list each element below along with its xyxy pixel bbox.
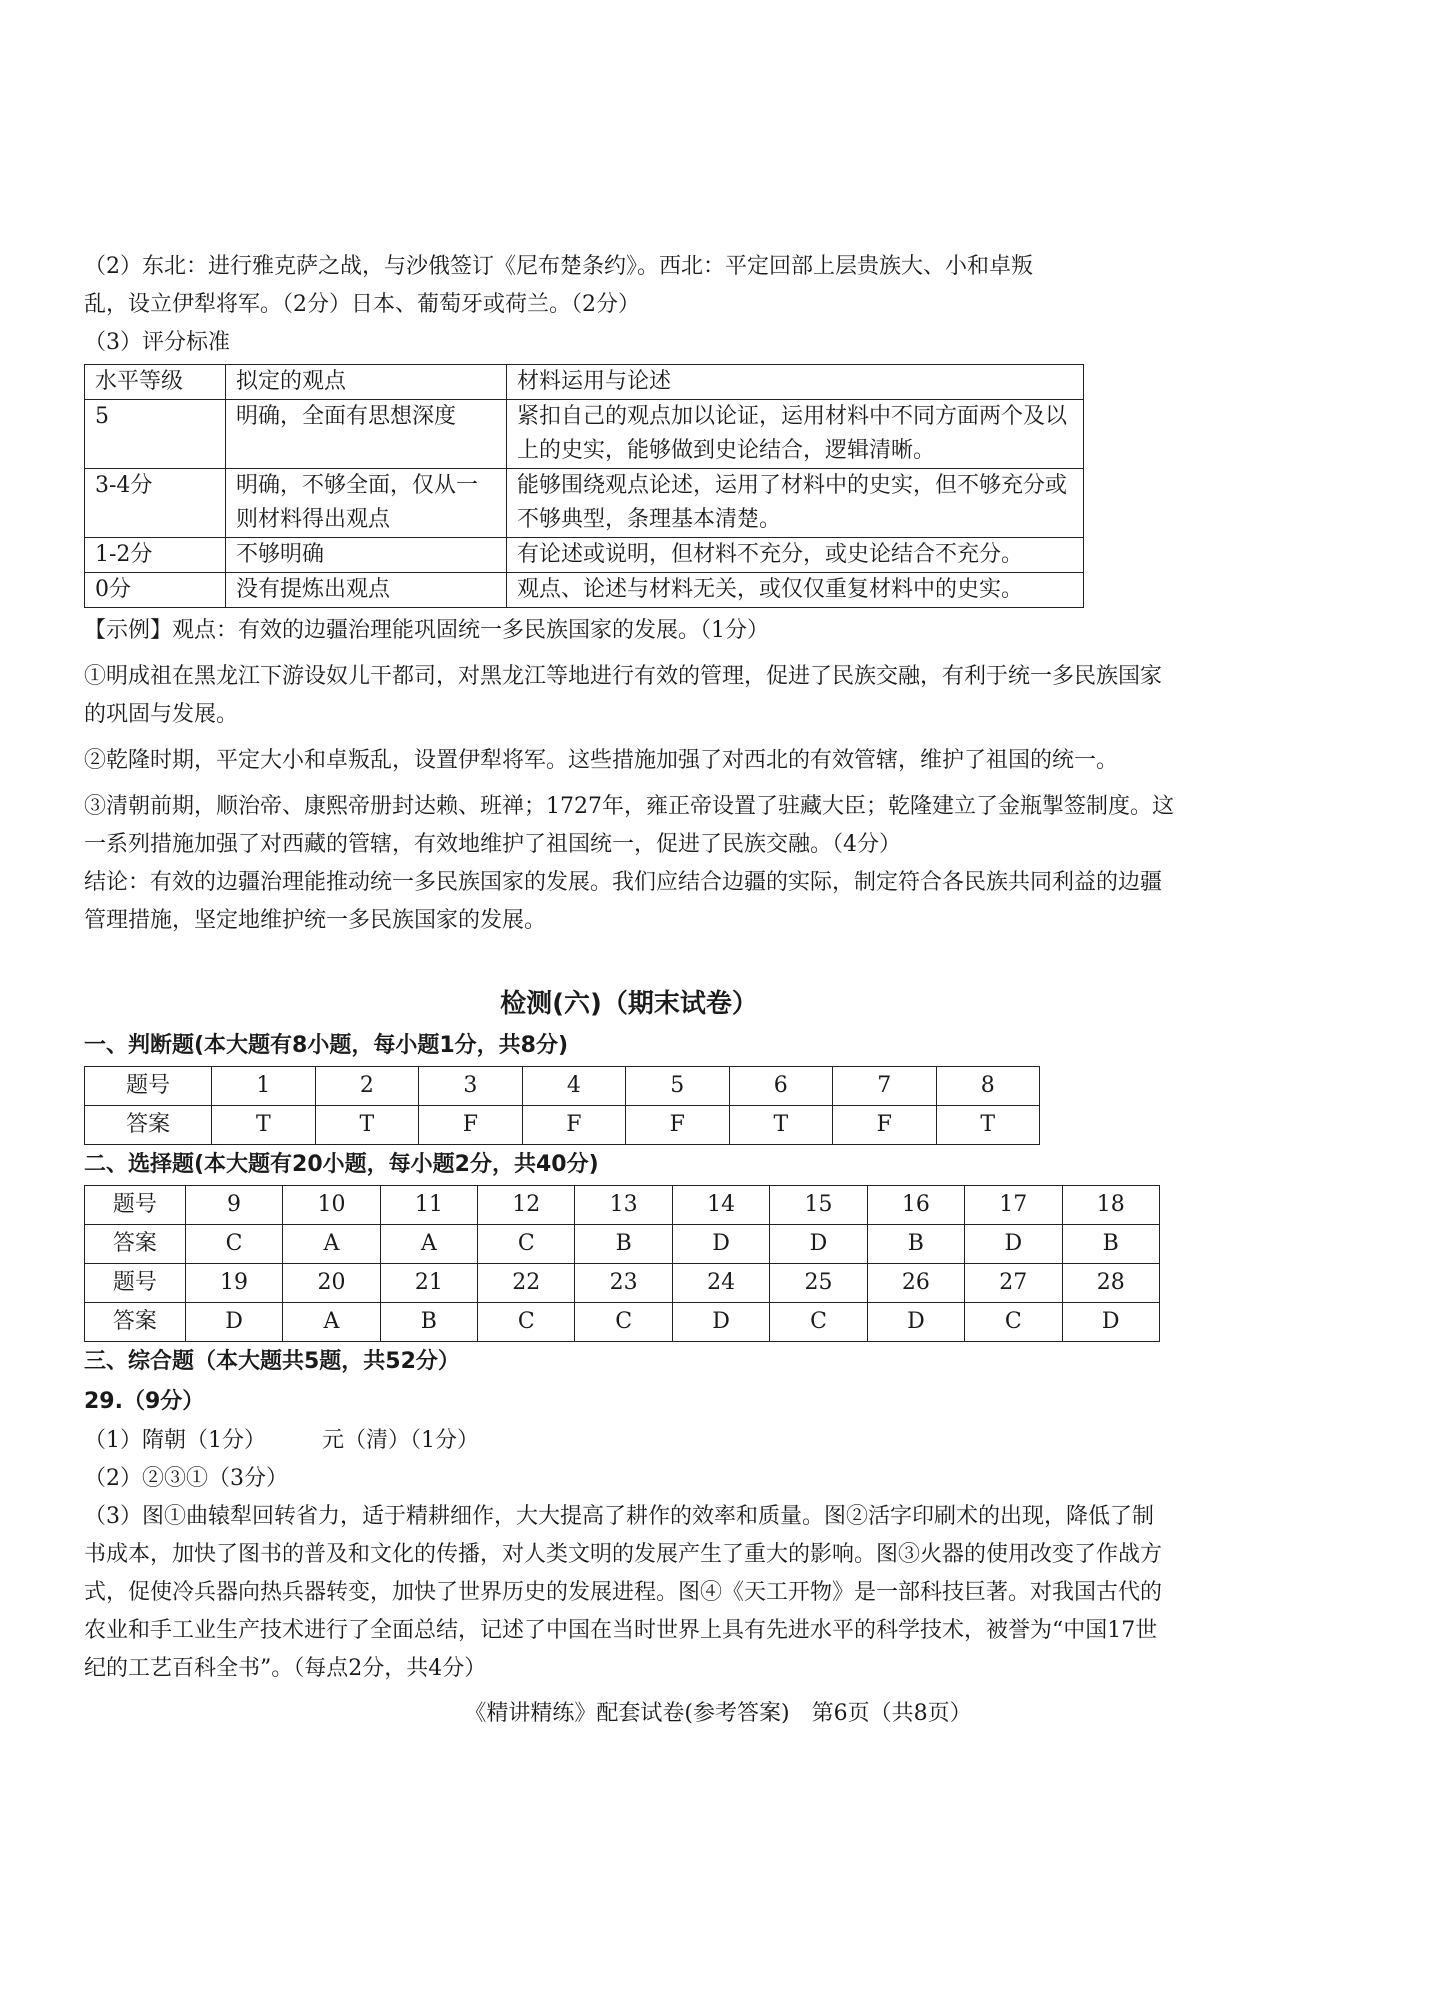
table-row [85, 469, 1084, 538]
table-cell: 没有提炼出观点 [226, 573, 507, 608]
question-number: 2 [315, 1067, 418, 1106]
q2-line2: 乱，设立伊犁将军。（2分）日本、葡萄牙或荷兰。（2分） [84, 292, 640, 317]
question-number: 16 [867, 1186, 964, 1225]
section-2-heading: 二、选择题(本大题有20小题，每小题2分，共40分) [84, 1152, 599, 1177]
section-1-heading: 一、判断题(本大题有8小题，每小题1分，共8分) [84, 1033, 569, 1058]
question-number: 11 [380, 1186, 477, 1225]
answer-cell: C [478, 1303, 575, 1342]
question-number: 27 [965, 1264, 1062, 1303]
table-row [85, 365, 1084, 400]
answer-cell: B [1062, 1225, 1160, 1264]
table-cell: 明确，不够全面，仅从一则材料得出观点 [226, 469, 507, 538]
question-number: 25 [770, 1264, 867, 1303]
q2-line1: （2）东北：进行雅克萨之战，与沙俄签订《尼布楚条约》。西北：平定回部上层贵族大、小和卓叛 [84, 254, 1034, 279]
answer-cell: T [729, 1106, 832, 1145]
table-row [85, 1106, 1040, 1145]
question-number: 26 [867, 1264, 964, 1303]
point-3: ③清朝前期，顺治帝、康熙帝册封达赖、班禅；1727年，雍正帝设置了驻藏大臣；乾隆建立了金瓶掣签制度。这一系列措施加强了对西藏的管辖，有效地维护了祖国统一，促进了民族交融。（4分） [84, 794, 1174, 857]
answer-cell: D [867, 1303, 964, 1342]
answer-cell: T [212, 1106, 315, 1145]
question-number: 28 [1062, 1264, 1160, 1303]
point-2: ②乾隆时期，平定大小和卓叛乱，设置伊犁将军。这些措施加强了对西北的有效管辖，维护了祖国的统一。 [84, 748, 1119, 773]
answer-cell: B [575, 1225, 672, 1264]
question-number: 10 [283, 1186, 380, 1225]
row-label: 答案 [85, 1303, 186, 1342]
row-label: 题号 [85, 1067, 212, 1106]
question-number: 9 [185, 1186, 282, 1225]
q29-part3: （3）图①曲辕犁回转省力，适于精耕细作，大大提高了耕作的效率和质量。图②活字印刷术的出现，降低了制书成本，加快了图书的普及和文化的传播，对人类文明的发展产生了重大的影响。图③火器的使用改变了作战方式，促使冷兵器向热兵器转变，加快了世界历史的发展进程。图④《天工开物》是一部科技巨著。对我国古代的农业和手工业生产技术进行了全面总结，记述了中国在当时世界上具有先进水平的科学技术，被誉为“中国17世纪的工艺百科全书”。（每点2分，共4分） [84, 1504, 1163, 1681]
table-cell: 明确，全面有思想深度 [226, 400, 507, 469]
q3-label: （3）评分标准 [84, 330, 230, 355]
page-footer: 《精讲精练》配套试卷(参考答案) 第6页（共8页） [464, 1701, 972, 1726]
question-number: 14 [672, 1186, 769, 1225]
answer-cell: T [936, 1106, 1040, 1145]
question-number: 15 [770, 1186, 867, 1225]
answer-cell: C [575, 1303, 672, 1342]
answer-cell: D [185, 1303, 282, 1342]
table-row [85, 1225, 1160, 1264]
q29-part1-b: 元（清）（1分） [322, 1428, 479, 1453]
question-number: 22 [478, 1264, 575, 1303]
answer-cell: F [522, 1106, 625, 1145]
row-label: 题号 [85, 1186, 186, 1225]
answer-cell: F [419, 1106, 522, 1145]
question-number: 21 [380, 1264, 477, 1303]
answer-page [84, 248, 1174, 1688]
answer-cell: B [867, 1225, 964, 1264]
answer-cell: C [478, 1225, 575, 1264]
row-label: 题号 [85, 1264, 186, 1303]
table-cell: 0分 [85, 573, 226, 608]
answer-cell: D [672, 1303, 769, 1342]
question-number: 4 [522, 1067, 625, 1106]
question-number: 8 [936, 1067, 1040, 1106]
question-number: 5 [626, 1067, 729, 1106]
table-row [85, 1303, 1160, 1342]
answer-cell: C [770, 1303, 867, 1342]
answer-cell: F [833, 1106, 936, 1145]
exam-title: 检测(六)（期末试卷） [500, 989, 758, 1019]
table-row [85, 1067, 1040, 1106]
question-number: 3 [419, 1067, 522, 1106]
answer-cell: A [380, 1225, 477, 1264]
q29-part1 [84, 1422, 1174, 1460]
table-cell: 3-4分 [85, 469, 226, 538]
point-1: ①明成祖在黑龙江下游设奴儿干都司，对黑龙江等地进行有效的管理，促进了民族交融，有利于统一多民族国家的巩固与发展。 [84, 664, 1163, 727]
question-number: 20 [283, 1264, 380, 1303]
table-row [85, 538, 1084, 573]
answer-cell: D [672, 1225, 769, 1264]
question-number: 19 [185, 1264, 282, 1303]
table-header: 材料运用与论述 [507, 365, 1084, 400]
answer-cell: A [283, 1225, 380, 1264]
question-number: 24 [672, 1264, 769, 1303]
question-number: 18 [1062, 1186, 1160, 1225]
table-cell: 有论述或说明，但材料不充分，或史论结合不充分。 [507, 538, 1084, 573]
answer-cell: A [283, 1303, 380, 1342]
table-cell: 紧扣自己的观点加以论证，运用材料中不同方面两个及以上的史实，能够做到史论结合，逻辑清晰。 [507, 400, 1084, 469]
table-header: 水平等级 [85, 365, 226, 400]
answer-cell: D [1062, 1303, 1160, 1342]
answer-cell: B [380, 1303, 477, 1342]
conclusion: 结论：有效的边疆治理能推动统一多民族国家的发展。我们应结合边疆的实际，制定符合各民族共同利益的边疆管理措施，坚定地维护统一多民族国家的发展。 [84, 870, 1163, 933]
multiple-choice-answer-table [84, 1185, 1160, 1342]
table-row [85, 1264, 1160, 1303]
q29-part1-a: （1）隋朝（1分） [84, 1428, 266, 1453]
row-label: 答案 [85, 1106, 212, 1145]
table-cell: 不够明确 [226, 538, 507, 573]
table-row [85, 573, 1084, 608]
table-row [85, 1186, 1160, 1225]
answer-cell: D [965, 1225, 1062, 1264]
table-cell: 观点、论述与材料无关，或仅仅重复材料中的史实。 [507, 573, 1084, 608]
table-cell: 1-2分 [85, 538, 226, 573]
question-number: 6 [729, 1067, 832, 1106]
question-number: 7 [833, 1067, 936, 1106]
question-number: 1 [212, 1067, 315, 1106]
table-row [85, 400, 1084, 469]
answer-cell: D [770, 1225, 867, 1264]
table-header: 拟定的观点 [226, 365, 507, 400]
table-cell: 5 [85, 400, 226, 469]
question-number: 17 [965, 1186, 1062, 1225]
true-false-answer-table [84, 1066, 1040, 1145]
section-3-heading: 三、综合题（本大题共5题，共52分） [84, 1349, 460, 1374]
q29-part2: （2）②③①（3分） [84, 1466, 288, 1491]
q29-heading: 29.（9分） [84, 1389, 205, 1414]
row-label: 答案 [85, 1225, 186, 1264]
question-number: 12 [478, 1186, 575, 1225]
question-number: 23 [575, 1264, 672, 1303]
example-viewpoint: 【示例】观点：有效的边疆治理能巩固统一多民族国家的发展。（1分） [84, 618, 769, 643]
scoring-table [84, 364, 1084, 608]
answer-cell: F [626, 1106, 729, 1145]
question-number: 13 [575, 1186, 672, 1225]
answer-cell: C [965, 1303, 1062, 1342]
answer-cell: C [185, 1225, 282, 1264]
answer-cell: T [315, 1106, 418, 1145]
table-cell: 能够围绕观点论述，运用了材料中的史实，但不够充分或不够典型，条理基本清楚。 [507, 469, 1084, 538]
